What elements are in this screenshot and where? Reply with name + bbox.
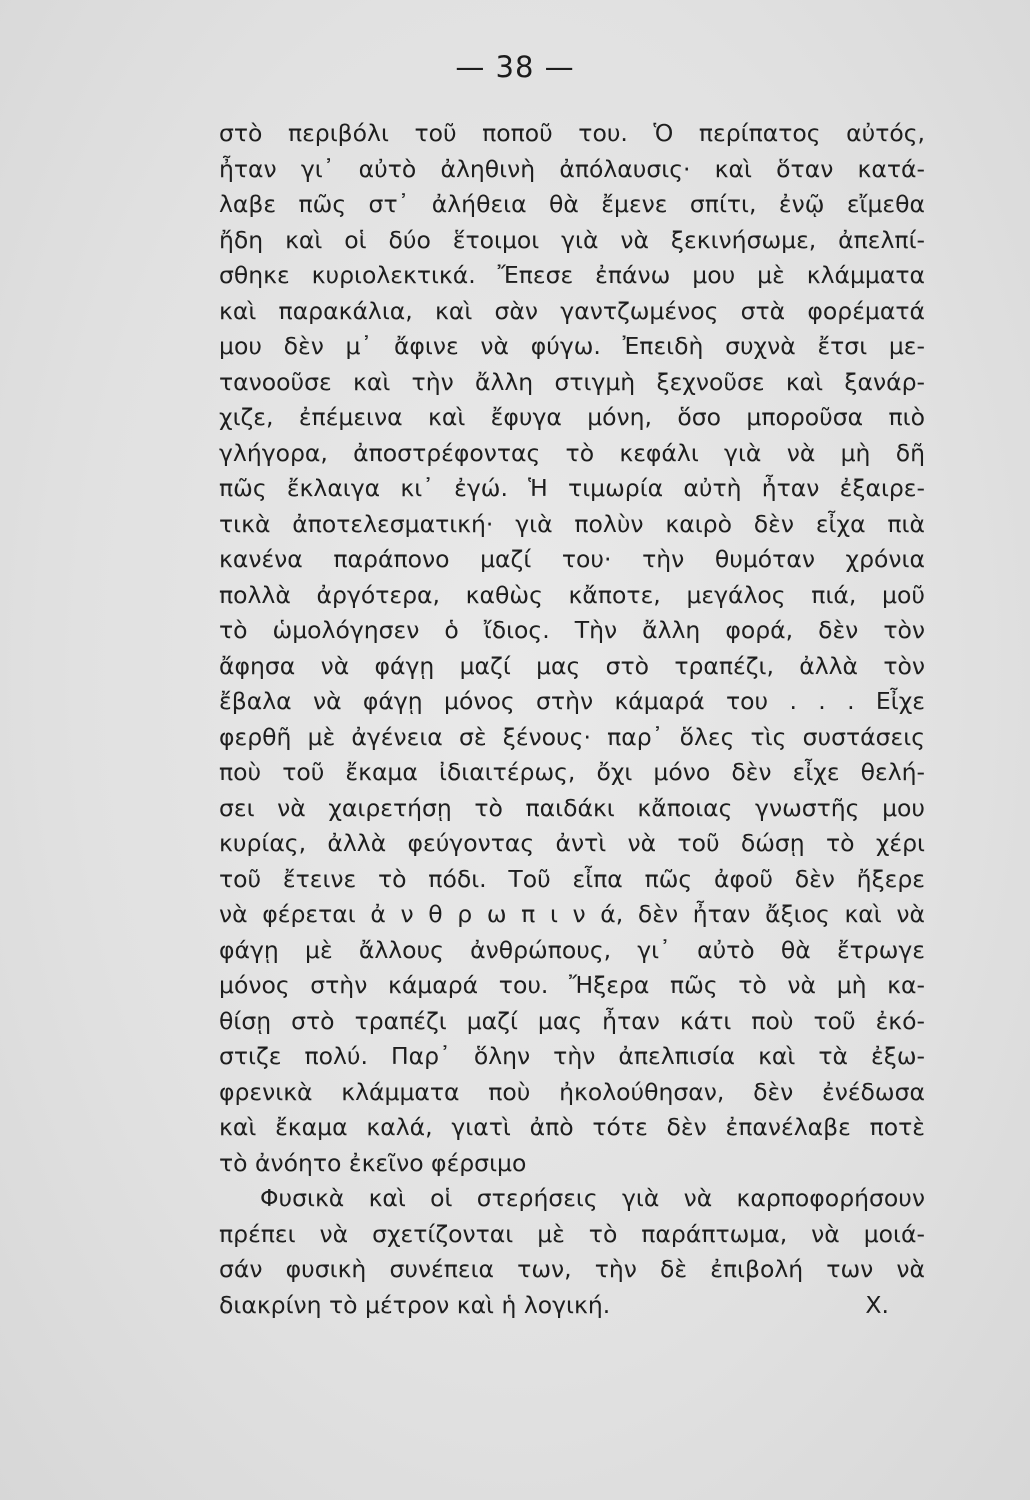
paragraph (219, 116, 925, 1181)
text-line: πρέπει νὰ σχετίζονται μὲ τὸ παράπτωμα, νὰ μοιά- (219, 1219, 925, 1248)
text-line: πολλὰ ἀργότερα, καθὼς κἄποτε, μεγάλος πιά, μοῦ (219, 580, 925, 609)
text-line: τὸ ἀνόητο ἐκεῖνο φέρσιμο (219, 1148, 527, 1177)
text-line: διακρίνη τὸ μέτρον καὶ ἡ λογική. (219, 1290, 611, 1319)
text-line: φερθῆ μὲ ἀγένεια σὲ ξένους· παρ᾿ ὅλες τὶς συστάσεις (219, 722, 925, 751)
text-line: ἤδη καὶ οἱ δύο ἕτοιμοι γιὰ νὰ ξεκινήσωμε, ἀπελπί- (219, 225, 925, 254)
text-line: ἦταν γι᾿ αὐτὸ ἀληθινὴ ἀπόλαυσις· καὶ ὅταν κατά- (219, 154, 925, 183)
text-line: ἄφησα νὰ φάγῃ μαζί μας στὸ τραπέζι, ἀλλὰ τὸν (219, 651, 925, 680)
text-line: τοῦ ἔτεινε τὸ πόδι. Τοῦ εἶπα πῶς ἀφοῦ δὲν ἤξερε (219, 864, 925, 893)
text-line: σάν φυσικὴ συνέπεια των, τὴν δὲ ἐπιβολή των νὰ (219, 1255, 925, 1283)
text-line: καὶ παρακάλια, καὶ σὰν γαντζωμένος στὰ φορέματά (219, 296, 925, 325)
text-line: καὶ ἔκαμα καλά, γιατὶ ἀπὸ τότε δὲν ἐπανέλαβε ποτὲ (219, 1113, 925, 1141)
text-line: φρενικὰ κλάμματα ποὺ ἠκολούθησαν, δὲν ἐνέδωσα (219, 1077, 925, 1106)
text-line: στὸ περιβόλι τοῦ ποποῦ του. Ὁ περίπατος αὐτός, (219, 119, 925, 147)
text-line: μου δὲν μ᾿ ἄφινε νὰ φύγω. Ἐπειδὴ συχνὰ ἔτσι με- (219, 332, 925, 360)
text-line: τανοοῦσε καὶ τὴν ἄλλη στιγμὴ ξεχνοῦσε καὶ ξανάρ- (219, 367, 925, 396)
page-number: — 38 — (455, 50, 575, 84)
text-line: λαβε πῶς στ᾿ ἀλήθεια θὰ ἔμενε σπίτι, ἐνῷ εἴμεθα (219, 190, 925, 218)
final-line (219, 1288, 925, 1324)
text-line: στιζε πολύ. Παρ᾿ ὅλην τὴν ἀπελπισία καὶ τὰ ἐξω- (219, 1042, 925, 1070)
author-signature: Χ. (865, 1290, 889, 1319)
text-line: τὸ ὡμολόγησεν ὁ ἴδιος. Τὴν ἄλλη φορά, δὲν τὸν (219, 616, 925, 644)
text-line: χιζε, ἐπέμεινα καὶ ἔφυγα μόνη, ὅσο μποροῦσα πιὸ (219, 403, 925, 431)
text-line: πῶς ἔκλαιγα κι᾿ ἐγώ. Ἡ τιμωρία αὐτὴ ἦταν ἐξαιρε- (219, 474, 925, 502)
text-line: θίσῃ στὸ τραπέζι μαζί μας ἦταν κάτι ποὺ τοῦ ἐκό- (219, 1006, 925, 1035)
text-line: σθηκε κυριολεκτικά. Ἔπεσε ἐπάνω μου μὲ κλάμματα (219, 261, 925, 289)
text-line: τικὰ ἀποτελεσματική· γιὰ πολὺν καιρὸ δὲν εἶχα πιὰ (219, 509, 925, 538)
text-line: Φυσικὰ καὶ οἱ στερήσεις γιὰ νὰ καρποφορήσουν (260, 1184, 925, 1212)
body-text (219, 116, 925, 1323)
text-line: γλήγορα, ἀποστρέφοντας τὸ κεφάλι γιὰ νὰ μὴ δῆ (219, 438, 925, 467)
text-line: φάγῃ μὲ ἄλλους ἀνθρώπους, γι᾿ αὐτὸ θὰ ἔτρωγε (219, 935, 925, 964)
text-line: νὰ φέρεται ἀ ν θ ρ ω π ι ν ά, δὲν ἦταν ἄξιος καὶ νὰ (219, 900, 925, 928)
paragraph (219, 1181, 925, 1323)
text-line: κανένα παράπονο μαζί του· τὴν θυμόταν χρόνια (219, 545, 925, 573)
text-line: κυρίας, ἀλλὰ φεύγοντας ἀντὶ νὰ τοῦ δώσῃ τὸ χέρι (219, 829, 925, 857)
text-line: σει νὰ χαιρετήσῃ τὸ παιδάκι κἄποιας γνωστῆς μου (219, 793, 925, 822)
text-line: μόνος στὴν κάμαρά του. Ἤξερα πῶς τὸ νὰ μὴ κα- (219, 971, 925, 999)
text-line: ἔβαλα νὰ φάγῃ μόνος στὴν κάμαρά του . . . Εἶχε (219, 687, 925, 715)
text-line: ποὺ τοῦ ἔκαμα ἰδιαιτέρως, ὄχι μόνο δὲν εἶχε θελή- (219, 758, 925, 786)
